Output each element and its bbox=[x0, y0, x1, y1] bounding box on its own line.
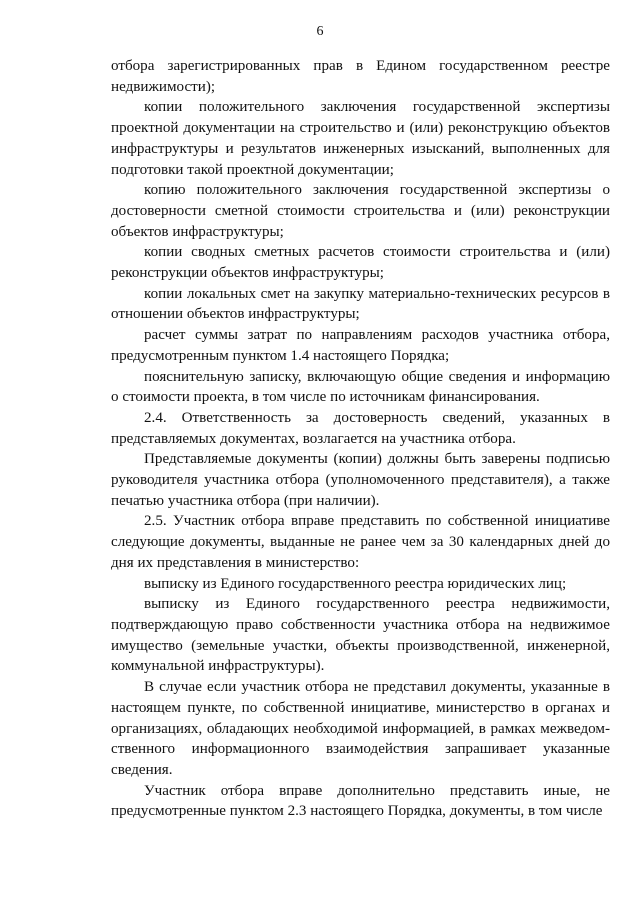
page-number: 6 bbox=[316, 24, 324, 39]
paragraph-additional-documents: Участник отбора вправе дополнительно представить иные, не предусмотренные пунктом 2.3 настоящего Порядка, документы, в том числе bbox=[111, 782, 610, 820]
paragraph-cost-calculation: расчет суммы затрат по направлениям расходов участника отбора, предусмотренным пунктом 1.4 настоящего Порядка; bbox=[111, 327, 610, 364]
paragraph-section-2-5: 2.5. Участник отбора вправе представить по собственной инициативе следующие документы, выданные не ранее чем за 30 календарных дней до дня их представления в министерство: bbox=[111, 513, 610, 571]
paragraph-section-2-4: 2.4. Ответственность за достоверность сведений, указанных в представляемых документах, возлагается на участника отбора. bbox=[111, 409, 610, 447]
paragraph-interagency-request: В случае если участник отбора не представил документы, указанные в настоящем пункте, по собственной инициативе, министерство в органах и организациях, обладающих необходимой информацией, в рамках межведом-ственного информационного взаимодействия запрашивает указанные сведения. bbox=[111, 679, 610, 778]
paragraph-document-certification: Представляемые документы (копии) должны быть заверены подписью руководителя участника отбора (уполномоченного представителя), а также печатью участника отбора (при наличии). bbox=[111, 451, 610, 509]
paragraph-summary-estimates: копии сводных сметных расчетов стоимости строительства и (или) реконструкции объектов инфраструктуры; bbox=[111, 244, 610, 282]
paragraph-estimate-expertise: копию положительного заключения государственной экспертизы о достоверности сметной стоимости строительства и (или) реконструкции объектов инфраструктуры; bbox=[111, 182, 610, 240]
paragraph-local-estimates: копии локальных смет на закупку материально-технических ресурсов в отношении объектов инфраструктуры; bbox=[111, 285, 610, 323]
paragraph-registry-continuation: отбора зарегистрированных прав в Едином государственном реестре недвижимости); bbox=[111, 58, 610, 95]
paragraph-real-estate-extract: выписку из Единого государственного реестра недвижимости, подтверждающую право собственности участника отбора на недвижимое имущество (земельные участки, объекты производственной, инженерной, коммунальной инфраструктуры). bbox=[111, 596, 610, 675]
document-body bbox=[111, 56, 610, 822]
paragraph-legal-entities-extract: выписку из Единого государственного реестра юридических лиц; bbox=[144, 575, 567, 592]
paragraph-explanatory-note: пояснительную записку, включающую общие сведения и информацию о стоимости проекта, в том числе по источникам финансирования. bbox=[111, 368, 610, 406]
paragraph-expertise-copies: копии положительного заключения государственной экспертизы проектной документации на строительство и (или) реконструкцию объектов инфраструктуры и результатов инженерных изысканий, выполненных для подготовки такой проектной документации; bbox=[111, 99, 610, 178]
